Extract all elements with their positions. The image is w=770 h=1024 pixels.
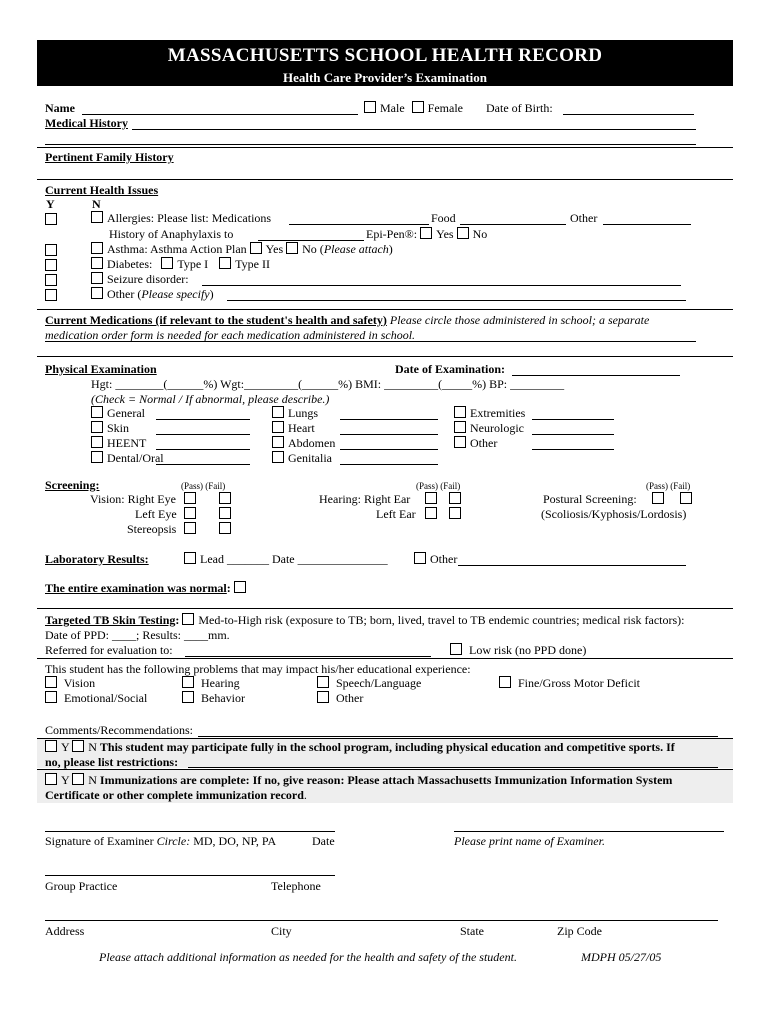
signature-row (45, 834, 276, 848)
name-field[interactable] (82, 114, 358, 115)
immunization-text: Immunizations are complete: If no, give reason: Please attach Massachusetts Immunization Information System (99, 773, 673, 787)
allergies-no-checkbox[interactable] (91, 211, 103, 223)
problem-item (499, 676, 640, 690)
normal-colon: : (226, 581, 231, 595)
asthma-no-checkbox[interactable] (91, 242, 103, 254)
exam-item-checkbox[interactable] (91, 421, 103, 433)
exam-item-checkbox[interactable] (454, 436, 466, 448)
lab-other-row (414, 552, 457, 566)
lab-title: Laboratory Results: (45, 552, 149, 566)
male-checkbox[interactable] (364, 101, 376, 113)
asthma-plan-yes-checkbox[interactable] (250, 242, 262, 254)
problem-item (317, 676, 421, 690)
signature-date-label: Date (312, 834, 335, 848)
sex-row (364, 101, 463, 115)
exam-item-label: Lungs (288, 406, 318, 420)
problem-checkbox[interactable] (317, 691, 329, 703)
epipen-no-checkbox[interactable] (457, 227, 469, 239)
vision-pass-fail-header: (Pass) (Fail) (181, 481, 226, 491)
exam-item (272, 436, 335, 450)
exam-item-checkbox[interactable] (91, 451, 103, 463)
credentials-label: MD, DO, NP, PA (193, 834, 277, 848)
other-issue-row (91, 287, 214, 301)
problem-label: Fine/Gross Motor Deficit (518, 676, 640, 690)
problem-item (182, 691, 245, 705)
divider (37, 658, 733, 659)
medical-history-field-2[interactable] (45, 144, 696, 145)
asthma-plan-yes-label: Yes (265, 242, 284, 256)
immunization-yes-label: Y (61, 773, 70, 787)
no-column-label: N (92, 197, 101, 211)
postural-fail-checkbox[interactable] (680, 492, 692, 504)
form-title: MASSACHUSETTS SCHOOL HEALTH RECORD (167, 45, 603, 66)
exam-item-field[interactable] (340, 419, 438, 420)
exam-item-field[interactable] (340, 464, 438, 465)
exam-item-checkbox[interactable] (272, 436, 284, 448)
problem-checkbox[interactable] (45, 691, 57, 703)
epipen-row (366, 227, 487, 241)
immunization-no-checkbox[interactable] (72, 773, 84, 785)
lab-other-field[interactable] (458, 565, 686, 566)
exam-item-label: Skin (107, 421, 130, 435)
immunization-yes-checkbox[interactable] (45, 773, 57, 785)
asthma-row (91, 242, 393, 256)
asthma-label: Asthma: Asthma Action Plan (107, 242, 247, 256)
lab-other-label: Other (430, 552, 458, 566)
exam-item-label: General (107, 406, 145, 420)
epipen-no-label: No (472, 227, 488, 241)
current-health-title: Current Health Issues (45, 183, 159, 197)
stereopsis-fail-checkbox[interactable] (219, 522, 231, 534)
medical-history-label: Medical History (45, 116, 128, 130)
group-practice-field[interactable] (45, 875, 335, 876)
restrictions-label: no, please list restrictions: (45, 755, 179, 769)
vision-left-fail-checkbox[interactable] (219, 507, 231, 519)
type1-label: Type I (177, 257, 209, 271)
low-risk-checkbox[interactable] (450, 643, 462, 655)
tb-risk-checkbox[interactable] (182, 613, 194, 625)
lead-row (184, 552, 388, 566)
name-label: Name (45, 101, 75, 115)
exam-item-checkbox[interactable] (454, 406, 466, 418)
exam-item-field[interactable] (340, 434, 438, 435)
dob-label: Date of Birth: (486, 101, 553, 115)
referred-field[interactable] (185, 656, 431, 657)
exam-item-checkbox[interactable] (454, 421, 466, 433)
family-history-label: Pertinent Family History (45, 150, 174, 164)
vision-right-fail-checkbox[interactable] (219, 492, 231, 504)
other-issue-label: Other ( (107, 287, 142, 301)
seizure-no-checkbox[interactable] (91, 272, 103, 284)
scoliosis-label: (Scoliosis/Kyphosis/Lordosis) (541, 507, 687, 521)
exam-item (272, 406, 318, 420)
other-allergy-field[interactable] (603, 224, 691, 225)
hearing-pass-fail-header: (Pass) (Fail) (416, 481, 461, 491)
problem-label: Speech/Language (336, 676, 422, 690)
exam-item-field[interactable] (156, 419, 250, 420)
problem-item (182, 676, 240, 690)
circle-label: Circle: (156, 834, 191, 848)
diabetes-label: Diabetes: (107, 257, 153, 271)
other-yes-checkbox[interactable] (45, 289, 57, 301)
left-ear-label: Left Ear (376, 507, 416, 521)
medications-note-2: medication order form is needed for each medication administered in school. (45, 328, 416, 342)
problem-checkbox[interactable] (317, 676, 329, 688)
exam-item-label: Genitalia (288, 451, 332, 465)
state-label: State (460, 924, 484, 938)
divider (37, 179, 733, 180)
form-code: MDPH 05/27/05 (581, 950, 662, 964)
exam-item-field[interactable] (156, 434, 250, 435)
exam-item-checkbox[interactable] (91, 436, 103, 448)
problem-checkbox[interactable] (182, 676, 194, 688)
comments-field[interactable] (198, 736, 718, 737)
restrictions-field[interactable] (188, 767, 718, 768)
problem-item (45, 676, 95, 690)
tb-risk-label: Med-to-High risk (exposure to TB; born, lived, travel to TB endemic countries; medical risk factors): (198, 613, 685, 627)
postural-pass-fail-header: (Pass) (Fail) (646, 481, 691, 491)
exam-item-label: Dental/Oral (107, 451, 164, 465)
exam-item (454, 421, 524, 435)
divider (37, 309, 733, 310)
problem-checkbox[interactable] (182, 691, 194, 703)
problem-item (45, 691, 147, 705)
problems-intro: This student has the following problems that may impact his/her educational experience: (45, 662, 471, 676)
exam-item-field[interactable] (532, 419, 614, 420)
vision-right-label: Vision: Right Eye (90, 492, 176, 506)
immunization-no-label: N (88, 773, 97, 787)
participate-no-label: N (88, 740, 97, 754)
tb-title: Targeted TB Skin Testing (45, 613, 176, 627)
normal-checkbox[interactable] (234, 581, 246, 593)
food-label: Food (431, 211, 456, 225)
low-risk-label: Low risk (no PPD done) (469, 643, 587, 657)
print-name-field[interactable] (454, 831, 724, 832)
divider (37, 356, 733, 357)
address-label: Address (45, 924, 85, 938)
allergies-yes-checkbox[interactable] (45, 213, 57, 225)
address-field[interactable] (45, 920, 718, 921)
exam-item-field[interactable] (532, 449, 614, 450)
group-practice-label: Group Practice (45, 879, 118, 893)
exam-item-field[interactable] (156, 464, 250, 465)
participate-no-checkbox[interactable] (72, 740, 84, 752)
medications-field[interactable] (45, 341, 696, 342)
participate-yes-checkbox[interactable] (45, 740, 57, 752)
postural-label: Postural Screening: (543, 492, 637, 506)
exam-item (91, 406, 145, 420)
screening-title: Screening: (45, 478, 100, 492)
form-subtitle: Health Care Provider’s Examination (282, 70, 487, 85)
please-specify-note: Please specify (141, 287, 210, 301)
exam-item (272, 451, 332, 465)
exam-item-checkbox[interactable] (272, 421, 284, 433)
problem-label: Emotional/Social (64, 691, 148, 705)
exam-item-label: Neurologic (470, 421, 524, 435)
ppd-label: Date of PPD: ____; Results: ____mm. (45, 628, 230, 642)
dob-field[interactable] (563, 114, 694, 115)
medical-history-field[interactable] (132, 129, 696, 130)
problem-label: Vision (63, 676, 96, 690)
signature-label: Signature of Examiner (45, 834, 154, 848)
medications-field[interactable] (289, 224, 429, 225)
asthma-plan-no-checkbox[interactable] (286, 242, 298, 254)
stereopsis-label: Stereopsis (127, 522, 177, 536)
stereopsis-pass-checkbox[interactable] (184, 522, 196, 534)
diabetes-row (91, 257, 270, 271)
exam-item-checkbox[interactable] (272, 406, 284, 418)
seizure-label: Seizure disorder: (107, 272, 189, 286)
postural-pass-checkbox[interactable] (652, 492, 664, 504)
city-label: City (271, 924, 292, 938)
yes-column-label: Y (46, 197, 55, 211)
divider (37, 738, 733, 739)
footer-note: Please attach additional information as needed for the health and safety of the student. (99, 950, 517, 964)
comments-label: Comments/Recommendations: (45, 723, 193, 737)
immunization-row (45, 773, 672, 787)
anaphylaxis-field[interactable] (258, 240, 364, 241)
epipen-label: Epi-Pen®: (366, 227, 418, 241)
physical-exam-title: Physical Examination (45, 362, 157, 376)
other-no-checkbox[interactable] (91, 287, 103, 299)
medications-note: Please circle those administered in school; a separate (389, 313, 650, 327)
exam-item-checkbox[interactable] (272, 451, 284, 463)
form-header (37, 40, 733, 86)
exam-item-label: Extremities (470, 406, 526, 420)
hearing-left-fail-checkbox[interactable] (449, 507, 461, 519)
exam-item (91, 421, 129, 435)
exam-item (91, 436, 146, 450)
exam-date-field[interactable] (512, 375, 680, 376)
exam-item (272, 421, 315, 435)
immunization-period: . (303, 788, 307, 802)
close-paren: ) (209, 287, 214, 301)
allergies-row (91, 211, 271, 225)
divider (37, 769, 733, 770)
lab-date-label: Date _______________ (271, 552, 388, 566)
lab-other-checkbox[interactable] (414, 552, 426, 564)
divider (37, 147, 733, 148)
exam-item-field[interactable] (156, 449, 250, 450)
hearing-right-pass-checkbox[interactable] (425, 492, 437, 504)
exam-item (454, 406, 525, 420)
exam-date-label: Date of Examination: (395, 362, 505, 376)
epipen-yes-checkbox[interactable] (420, 227, 432, 239)
close-paren: ) (388, 242, 393, 256)
exam-item-field[interactable] (340, 449, 438, 450)
hearing-left-pass-checkbox[interactable] (425, 507, 437, 519)
problem-label: Other (336, 691, 364, 705)
anaphylaxis-label: History of Anaphylaxis to (109, 227, 234, 241)
type2-label: Type II (235, 257, 270, 271)
problem-checkbox[interactable] (45, 676, 57, 688)
seizure-field[interactable] (202, 285, 681, 286)
problem-label: Behavior (201, 691, 245, 705)
immunization-text-2: Certificate or other complete immunization record (45, 788, 304, 802)
please-attach-note: Please attach (323, 242, 389, 256)
other-allergy-label: Other (570, 211, 598, 225)
hearing-right-fail-checkbox[interactable] (449, 492, 461, 504)
problem-checkbox[interactable] (499, 676, 511, 688)
measurements: Hgt: ________(______%) Wgt:_________(______%) BMI: _________(_____%) BP: _________ (91, 377, 565, 391)
problem-label: Hearing (201, 676, 240, 690)
hearing-right-label: Hearing: Right Ear (319, 492, 411, 506)
left-eye-label: Left Eye (135, 507, 177, 521)
normal-label: The entire examination was normal (45, 581, 227, 595)
tb-row (45, 613, 685, 627)
problem-item (317, 691, 363, 705)
exam-item-label: Heart (288, 421, 315, 435)
referred-label: Referred for evaluation to: (45, 643, 173, 657)
vision-left-pass-checkbox[interactable] (184, 507, 196, 519)
diabetes-yes-checkbox[interactable] (45, 259, 57, 271)
exam-item-label: Abdomen (288, 436, 336, 450)
type2-checkbox[interactable] (219, 257, 231, 269)
participate-yes-label: Y (61, 740, 70, 754)
print-name-label: Please print name of Examiner. (454, 834, 605, 848)
asthma-yes-checkbox[interactable] (45, 244, 57, 256)
normal-row (45, 581, 250, 595)
food-field[interactable] (460, 224, 566, 225)
participate-text: This student may participate fully in the school program, including physical education and competitive sports. If (99, 740, 675, 754)
female-label: Female (427, 101, 463, 115)
seizure-yes-checkbox[interactable] (45, 274, 57, 286)
exam-item-label: Other (470, 436, 498, 450)
exam-item-checkbox[interactable] (91, 406, 103, 418)
lead-checkbox[interactable] (184, 552, 196, 564)
exam-item (454, 436, 497, 450)
divider (37, 608, 733, 609)
seizure-row (91, 272, 189, 286)
other-issue-field[interactable] (227, 300, 686, 301)
medications-title: Current Medications (if relevant to the student's health and safety) (45, 313, 387, 327)
tb-colon: : (175, 613, 180, 627)
exam-item-field[interactable] (532, 434, 614, 435)
type1-checkbox[interactable] (161, 257, 173, 269)
participate-row (45, 740, 675, 754)
zip-label: Zip Code (557, 924, 602, 938)
allergies-label: Allergies: Please list: Medications (107, 211, 272, 225)
vision-right-pass-checkbox[interactable] (184, 492, 196, 504)
diabetes-no-checkbox[interactable] (91, 257, 103, 269)
exam-item-label: HEENT (107, 436, 147, 450)
check-instructions: (Check = Normal / If abnormal, please describe.) (91, 392, 330, 406)
female-checkbox[interactable] (412, 101, 424, 113)
medications-row (45, 313, 649, 327)
signature-field[interactable] (45, 831, 335, 832)
immunization-text-2-row (45, 788, 307, 802)
exam-item (91, 451, 164, 465)
epipen-yes-label: Yes (436, 227, 454, 241)
male-label: Male (380, 101, 405, 115)
lead-label: Lead _______ (200, 552, 269, 566)
telephone-label: Telephone (271, 879, 321, 893)
asthma-plan-no-label: No ( (302, 242, 324, 256)
low-risk-row (450, 643, 586, 657)
